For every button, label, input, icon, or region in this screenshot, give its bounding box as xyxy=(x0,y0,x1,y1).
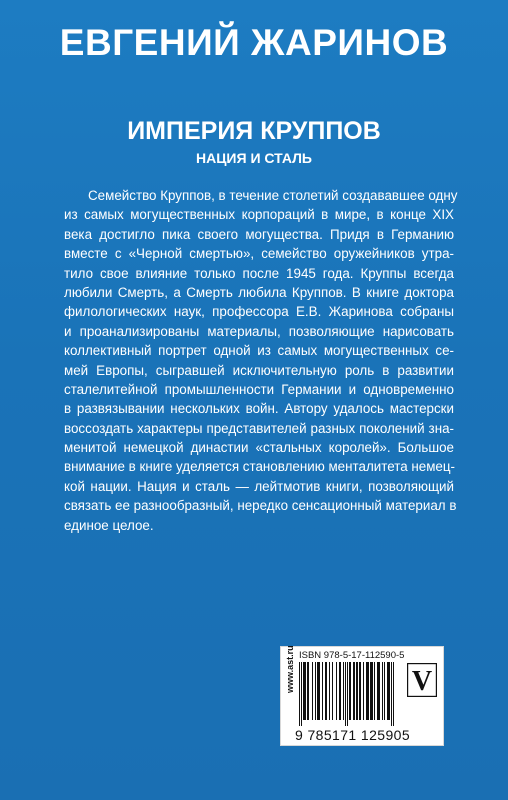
barcode-bar xyxy=(384,662,385,720)
barcode-bar xyxy=(350,662,351,720)
annotation-line: внимание в книге уделяется становлению менталитета немец- xyxy=(64,459,455,475)
barcode-bar xyxy=(367,662,368,720)
barcode-bar xyxy=(317,662,318,720)
annotation-line: сталелитейной промышленности Германии и одновременно xyxy=(64,381,454,397)
barcode-bar xyxy=(359,662,360,720)
barcode-bar xyxy=(315,662,316,720)
annotation-line: кой нации. Нация и сталь — лейтмотив книги, позволяющий xyxy=(64,478,454,494)
barcode-bar xyxy=(349,662,350,720)
barcode-bar xyxy=(357,662,358,720)
barcode-bar xyxy=(303,662,304,720)
barcode-bar xyxy=(345,662,346,726)
annotation-line: менитой немецкой династии «стальных королей». Большое xyxy=(64,440,454,456)
annotation-line: любили Смерть, а Смерть любила Круппов. В книге доктора xyxy=(64,284,454,300)
barcode-bar xyxy=(387,662,388,720)
annotation-line: связать ее разнообразный, нередко сенсационный материал в xyxy=(64,498,457,514)
barcode-bar xyxy=(304,662,305,720)
barcode-bar xyxy=(332,662,333,720)
barcode-bar xyxy=(339,662,340,720)
barcode-bar xyxy=(343,662,344,720)
barcode-bar xyxy=(353,662,354,720)
barcode-bar xyxy=(336,662,337,720)
annotation-line: века достигло пика своего могущества. Придя в Германию xyxy=(64,226,454,242)
barcode-bar xyxy=(299,662,300,726)
book-title: ИМПЕРИЯ КРУППОВ xyxy=(127,117,381,145)
annotation-line: тило свое влияние только после 1945 года. Круппы всегда xyxy=(64,265,454,281)
annotation-line: вместе с «Черной смертью», семейство оружейников утра- xyxy=(64,246,454,262)
barcode-bar xyxy=(312,662,313,720)
annotation-line: из самых могущественных корпораций в мире, в конце XIX xyxy=(64,207,454,223)
barcode-bar xyxy=(378,662,379,720)
barcode-bar xyxy=(391,662,392,726)
barcode-digits: 9 785171 125905 xyxy=(295,727,410,743)
barcode-bar xyxy=(307,662,308,720)
barcode-bar xyxy=(366,662,367,720)
barcode-bar xyxy=(372,662,373,720)
barcode-bar xyxy=(382,662,383,720)
barcode-bar xyxy=(354,662,355,720)
barcode-bar xyxy=(377,662,378,720)
barcode-bar xyxy=(308,662,309,720)
barcode-bar xyxy=(371,662,372,720)
publisher-website: www.ast.ru xyxy=(285,645,295,693)
barcode-bar xyxy=(319,662,320,720)
annotation-line: и проанализированы материалы, позволяющие нарисовать xyxy=(64,323,454,339)
barcode-bar xyxy=(347,662,348,726)
barcode-bar xyxy=(393,662,394,726)
annotation-line: Семейство Круппов, в течение столетий создававшее одну xyxy=(88,188,458,203)
barcode-bar xyxy=(388,662,389,720)
barcode-bar xyxy=(340,662,341,720)
barcode-bar xyxy=(368,662,369,720)
annotation-line: единое целое. xyxy=(64,517,154,533)
barcode-bar xyxy=(389,662,390,720)
barcode-panel xyxy=(280,646,444,746)
barcode-bar xyxy=(322,662,323,720)
barcode-bar xyxy=(326,662,327,720)
barcode-bar xyxy=(301,662,302,726)
annotation-line: мей Европы, сыгравшей исключительную роль в развитии xyxy=(64,362,454,378)
barcode-bar xyxy=(374,662,375,720)
barcode-bar xyxy=(305,662,306,720)
barcode-bar xyxy=(360,662,361,720)
barcode-bar xyxy=(363,662,364,720)
barcode-bar xyxy=(379,662,380,720)
barcode-bar xyxy=(356,662,357,720)
author-name: ЕВГЕНИЙ ЖАРИНОВ xyxy=(59,22,449,63)
annotation-text xyxy=(64,186,458,535)
barcode-bar xyxy=(318,662,319,720)
barcode-bar xyxy=(329,662,330,720)
barcode-bar xyxy=(325,662,326,720)
annotation-line: воссоздать характеры представителей разных поколений зна- xyxy=(64,420,454,436)
publisher-logo-letter: V xyxy=(411,666,433,697)
annotation-line: коллективный портрет одной из самых могущественных се- xyxy=(64,343,454,359)
barcode-bar xyxy=(370,662,371,720)
barcode-image xyxy=(299,662,401,726)
book-subtitle: НАЦИЯ И СТАЛЬ xyxy=(195,150,312,166)
publisher-logo-icon xyxy=(407,663,437,697)
annotation-line: в развязывании нескольких войн. Автору удалось мастерски xyxy=(64,401,454,417)
isbn-label: ISBN 978-5-17-112590-5 xyxy=(299,650,405,661)
annotation-line: филологических наук, профессора Е.В. Жаринова собраны xyxy=(64,304,454,320)
